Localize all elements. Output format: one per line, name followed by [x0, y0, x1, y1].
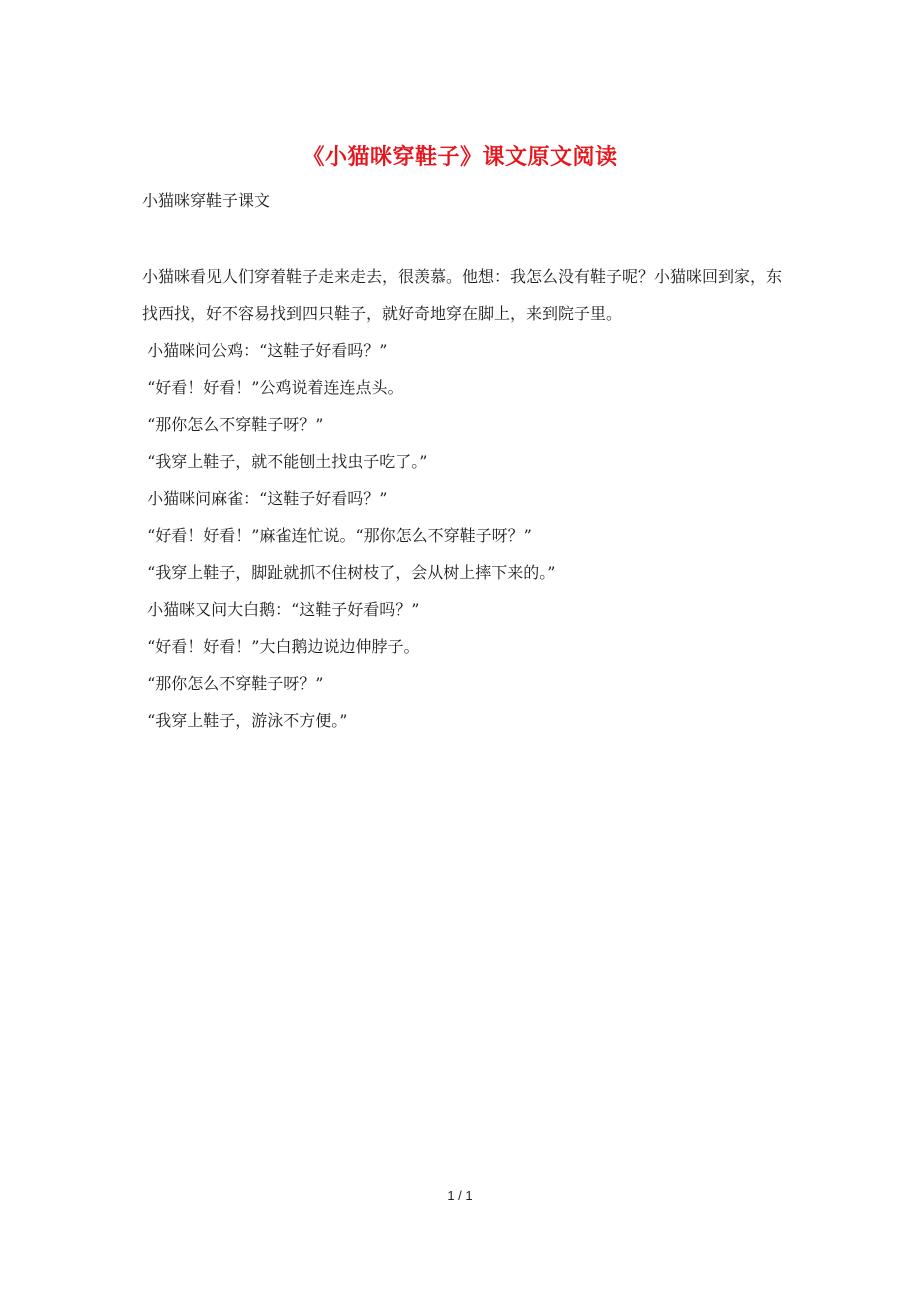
page-number: 1 / 1 — [447, 1188, 473, 1203]
document-subtitle: 小猫咪穿鞋子课文 — [142, 191, 271, 210]
body-line: 小猫咪问麻雀：“这鞋子好看吗？” — [142, 489, 388, 508]
body-line: “我穿上鞋子，就不能刨土找虫子吃了。” — [142, 452, 428, 471]
body-line: “那你怎么不穿鞋子呀？” — [142, 415, 324, 434]
document-body — [142, 258, 782, 739]
document-title: 《小猫咪穿鞋子》课文原文阅读 — [302, 144, 618, 170]
body-line: “那你怎么不穿鞋子呀？” — [142, 674, 324, 693]
body-line: “我穿上鞋子，游泳不方便。” — [142, 711, 348, 730]
body-line: “好看！好看！”公鸡说着连连点头。 — [142, 378, 404, 397]
body-line: 小猫咪又问大白鹅：“这鞋子好看吗？” — [142, 600, 420, 619]
body-line: “我穿上鞋子，脚趾就抓不住树枝了，会从树上摔下来的。” — [142, 563, 556, 582]
body-line: 小猫咪问公鸡：“这鞋子好看吗？” — [142, 341, 388, 360]
body-line: “好看！好看！”大白鹅边说边伸脖子。 — [142, 637, 420, 656]
intro-paragraph: 小猫咪看见人们穿着鞋子走来走去，很羡慕。他想：我怎么没有鞋子呢？小猫咪回到家，东找西找，好不容易找到四只鞋子，就好奇地穿在脚上，来到院子里。 — [142, 267, 783, 323]
body-line: “好看！好看！”麻雀连忙说。“那你怎么不穿鞋子呀？” — [142, 526, 532, 545]
